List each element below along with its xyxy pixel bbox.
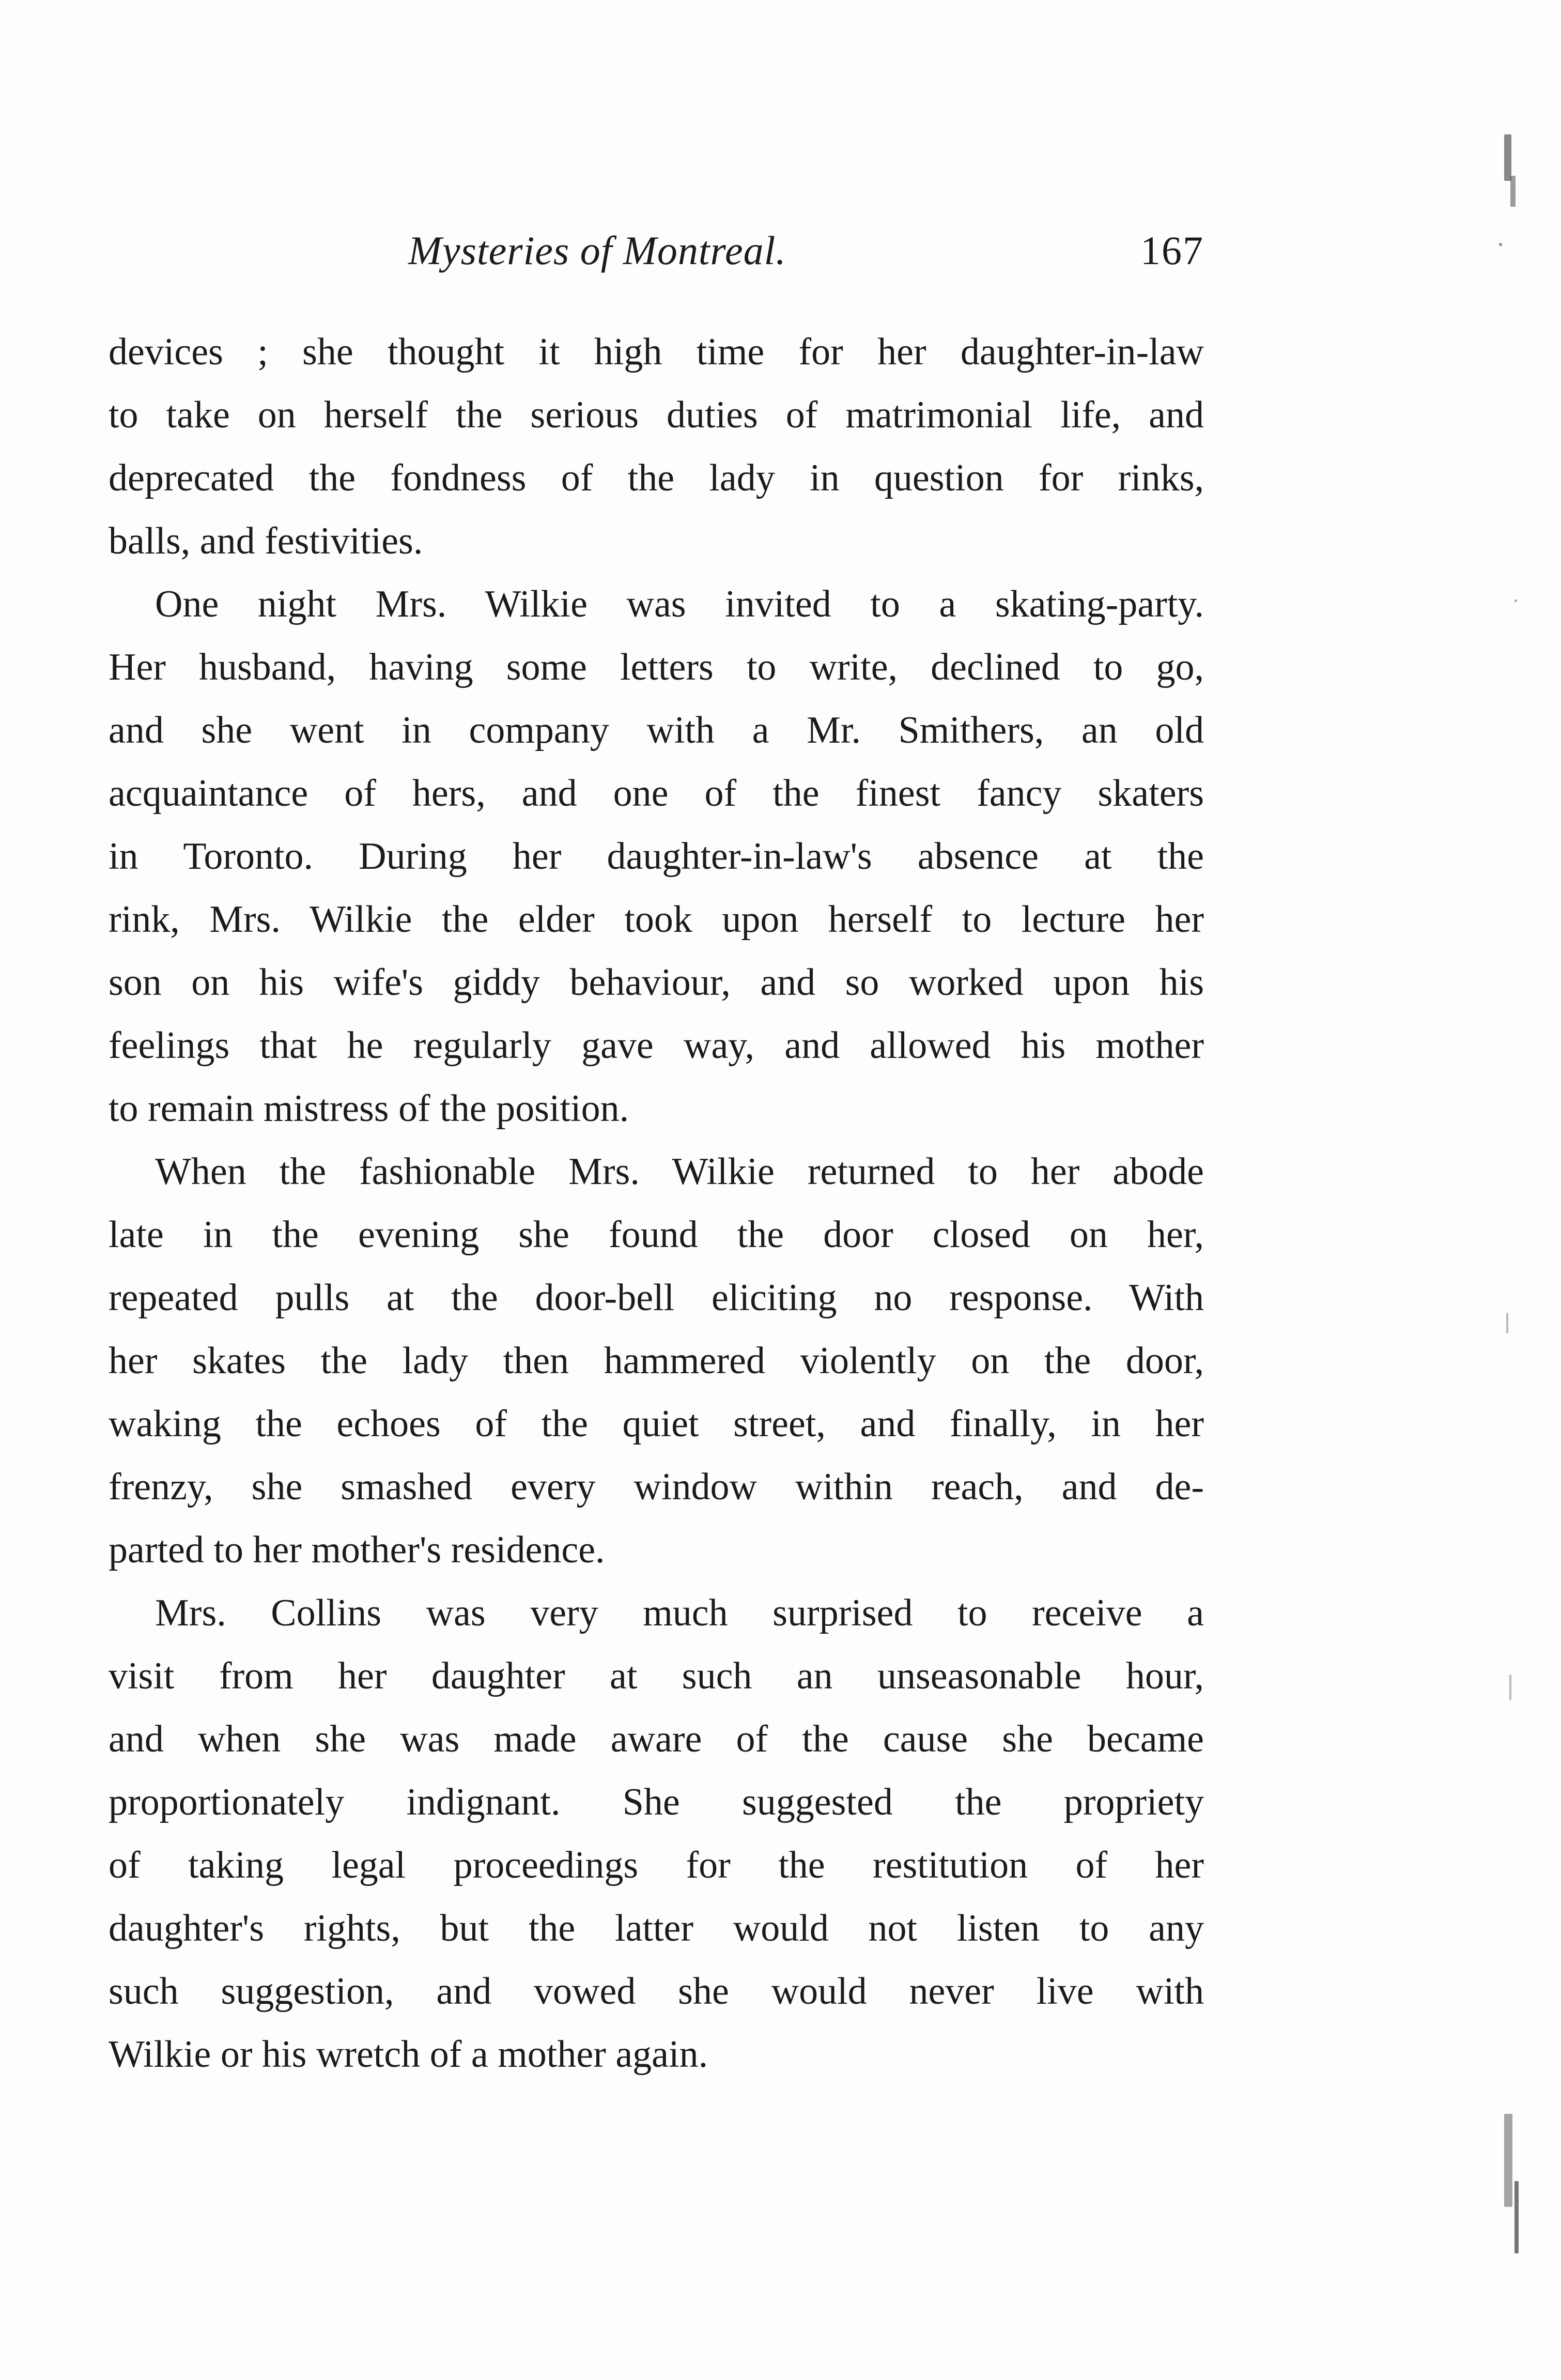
text-line: One night Mrs. Wilkie was invited to a skating-party.	[155, 583, 1204, 625]
text-line: When the fashionable Mrs. Wilkie returned to her abode	[155, 1150, 1204, 1193]
binding-speck	[1499, 243, 1502, 246]
text-line: proportionately indignant. She suggested the propriety	[109, 1781, 1204, 1823]
binding-speck	[1504, 134, 1511, 181]
text-line: Her husband, having some letters to write, declined to go,	[109, 646, 1204, 688]
paragraph-3	[109, 1140, 1204, 1581]
body-text	[109, 320, 1204, 2086]
text-line: Mrs. Collins was very much surprised to receive a	[155, 1592, 1204, 1634]
text-line: rink, Mrs. Wilkie the elder took upon herself to lecture her	[109, 898, 1204, 941]
text-line: late in the evening she found the door closed on her,	[109, 1214, 1204, 1256]
binding-edge-marks	[1483, 72, 1530, 2295]
binding-speck	[1510, 176, 1516, 207]
text-line: and when she was made aware of the cause she became	[109, 1718, 1204, 1760]
text-line: to remain mistress of the position.	[109, 1087, 629, 1130]
binding-speck	[1506, 1313, 1508, 1333]
binding-speck	[1514, 600, 1517, 602]
text-line: in Toronto. During her daughter-in-law's absence at the	[109, 835, 1204, 878]
page-number: 167	[1140, 228, 1204, 273]
paragraph-1	[109, 320, 1204, 573]
paragraph-2	[109, 573, 1204, 1140]
running-head	[109, 227, 1204, 284]
binding-speck	[1509, 1675, 1511, 1700]
text-line: visit from her daughter at such an unseasonable hour,	[109, 1655, 1204, 1697]
text-line: repeated pulls at the door-bell eliciting no response. With	[109, 1277, 1204, 1319]
text-line: parted to her mother's residence.	[109, 1529, 605, 1571]
text-line: Wilkie or his wretch of a mother again.	[109, 2033, 708, 2076]
text-line: her skates the lady then hammered violently on the door,	[109, 1340, 1204, 1382]
binding-speck	[1514, 2181, 1519, 2253]
text-line: acquaintance of hers, and one of the finest fancy skaters	[109, 772, 1204, 815]
text-line: and she went in company with a Mr. Smithers, an old	[109, 709, 1204, 751]
paragraph-4	[109, 1581, 1204, 2086]
text-line: devices ; she thought it high time for her daughter-in-law	[109, 331, 1204, 373]
text-line: to take on herself the serious duties of matrimonial life, and	[109, 394, 1204, 436]
text-line: feelings that he regularly gave way, and allowed his mother	[109, 1024, 1204, 1067]
text-line: deprecated the fondness of the lady in question for rinks,	[109, 457, 1204, 499]
text-line: son on his wife's giddy behaviour, and so worked upon his	[109, 961, 1204, 1004]
text-line: frenzy, she smashed every window within reach, and de-	[109, 1466, 1204, 1508]
text-line: waking the echoes of the quiet street, and finally, in her	[109, 1403, 1204, 1445]
text-line: balls, and festivities.	[109, 520, 423, 562]
text-line: such suggestion, and vowed she would never live with	[109, 1970, 1204, 2013]
text-line: daughter's rights, but the latter would not listen to any	[109, 1907, 1204, 1949]
running-title: Mysteries of Montreal.	[408, 228, 786, 273]
text-line: of taking legal proceedings for the restitution of her	[109, 1844, 1204, 1886]
binding-speck	[1504, 2114, 1512, 2207]
